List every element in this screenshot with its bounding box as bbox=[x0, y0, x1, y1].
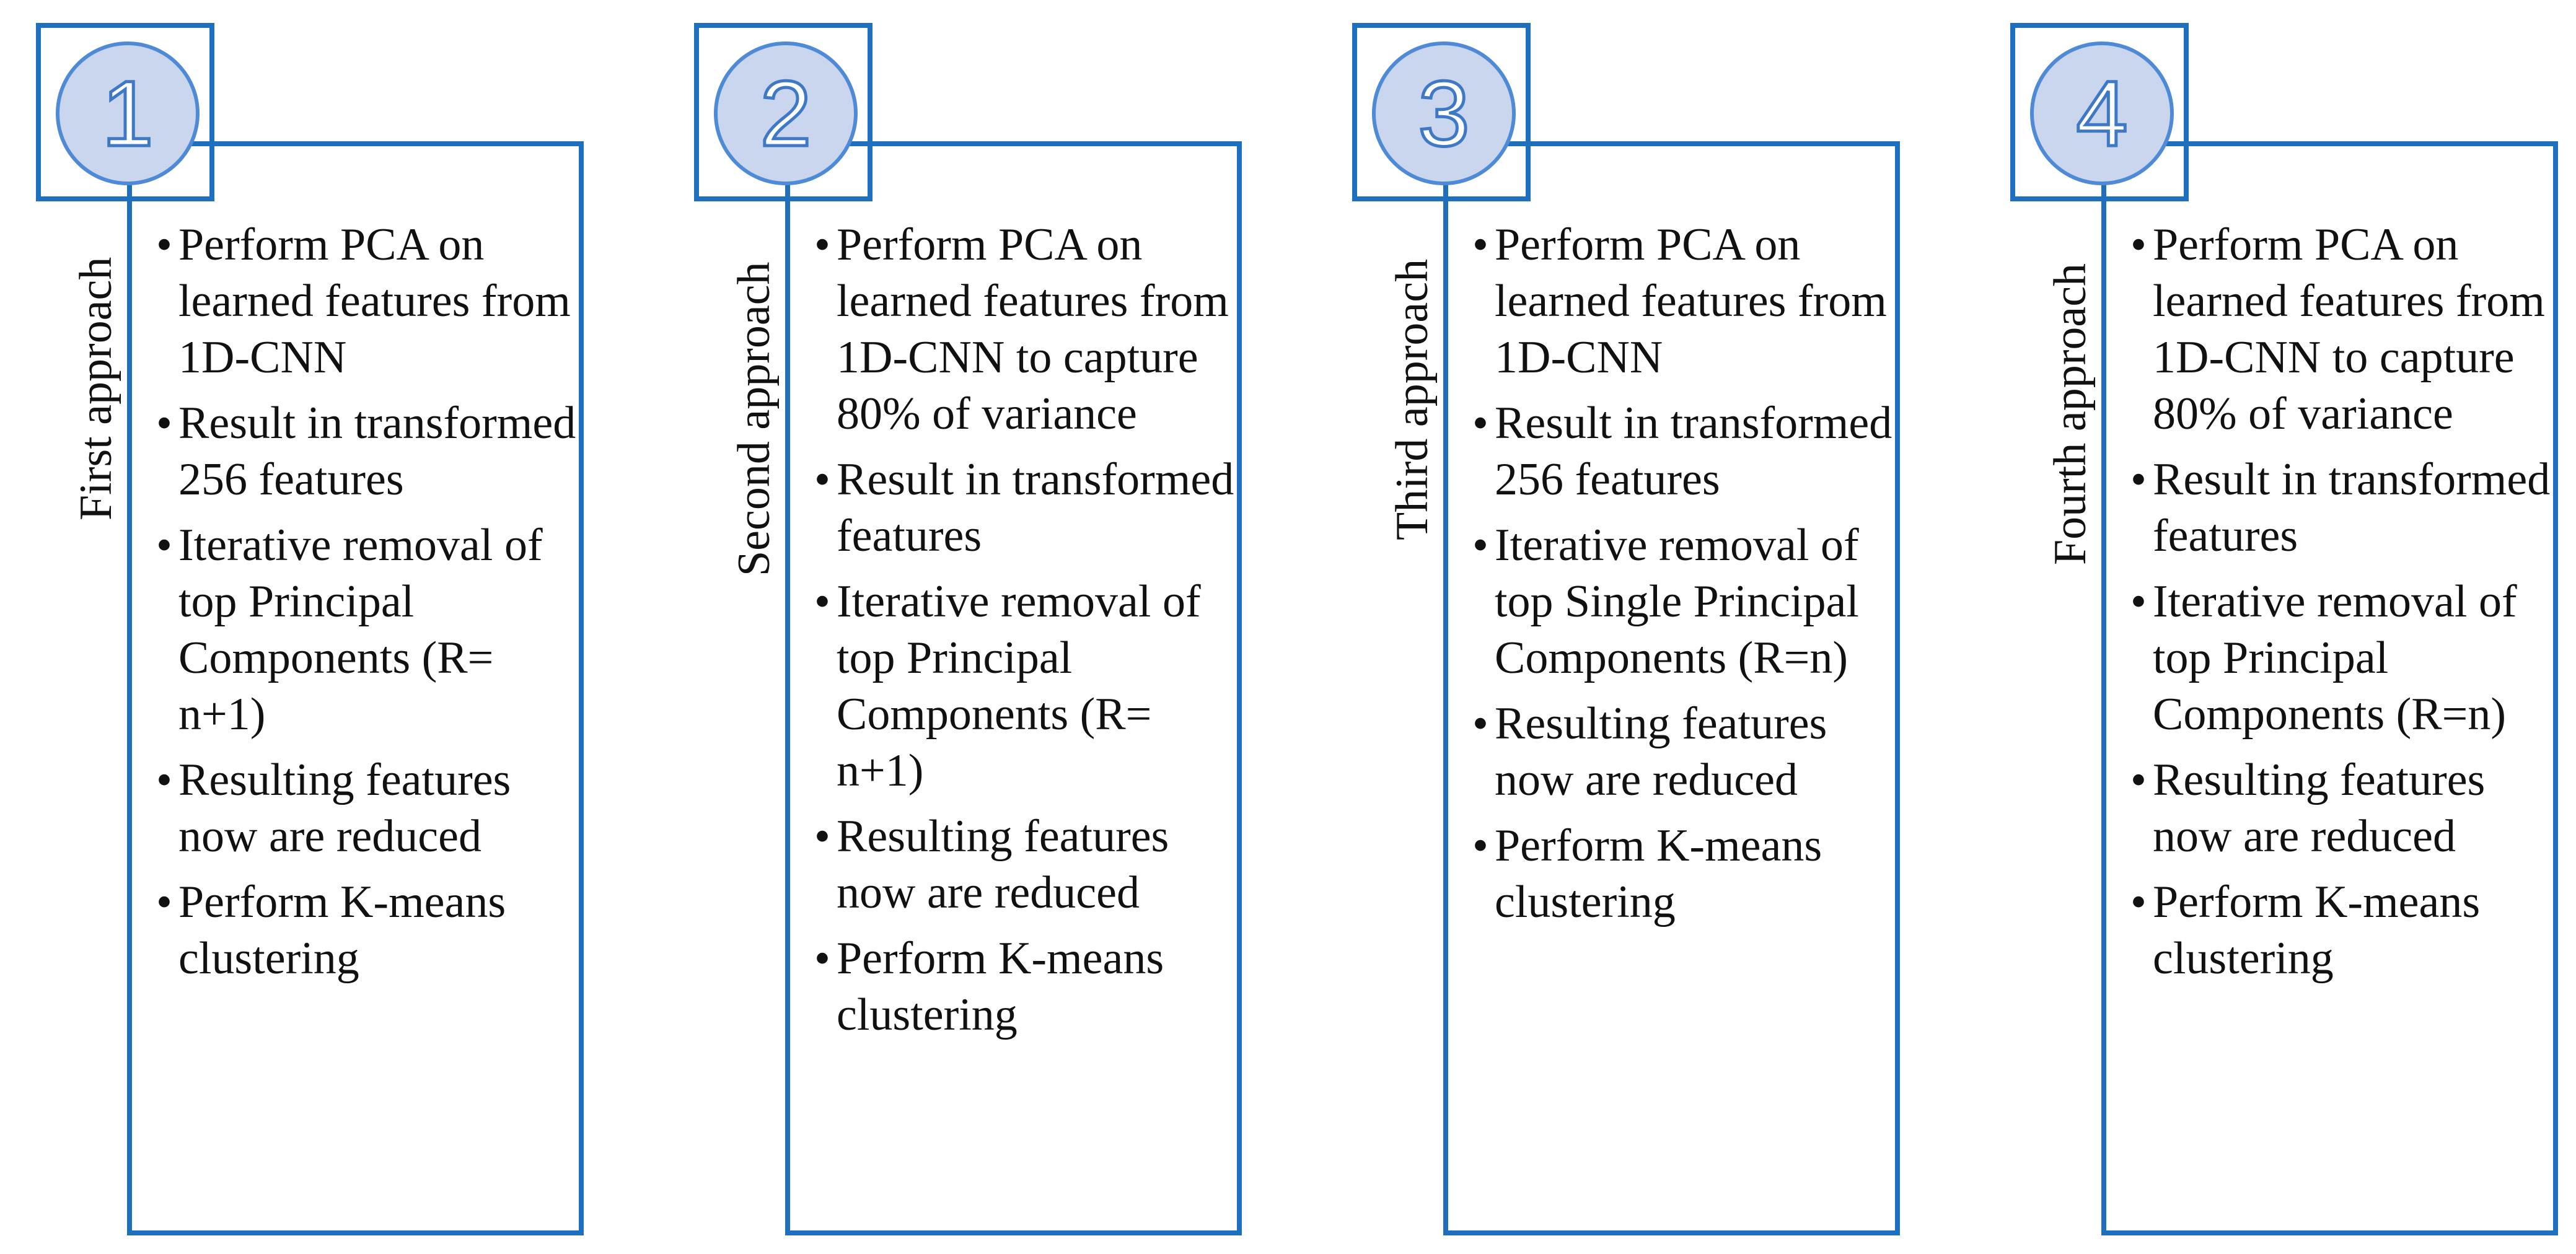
step-item bbox=[814, 574, 1236, 799]
bullet-icon: • bbox=[156, 755, 172, 805]
step-item bbox=[2130, 452, 2552, 564]
approach-panel-2 bbox=[658, 0, 1278, 1254]
step-text: Resulting features now are reduced bbox=[1495, 698, 1827, 805]
step-text: Resulting features now are reduced bbox=[837, 811, 1169, 918]
step-text: Result in transformed 256 features bbox=[178, 398, 576, 505]
approach-title-3: Third approach bbox=[1387, 258, 1438, 540]
step-item bbox=[1472, 517, 1894, 686]
step-item bbox=[2130, 752, 2552, 865]
bullet-icon: • bbox=[1472, 219, 1488, 270]
step-list-2 bbox=[814, 217, 1236, 1053]
step-text: Perform K-means clustering bbox=[2153, 877, 2481, 984]
bullet-icon: • bbox=[1472, 820, 1488, 871]
step-text: Perform K-means clustering bbox=[178, 877, 506, 984]
step-text: Result in transformed 256 features bbox=[1495, 398, 1892, 505]
bullet-icon: • bbox=[156, 398, 172, 449]
approach-panel-1 bbox=[0, 0, 620, 1254]
step-text: Result in transformed features bbox=[2153, 454, 2551, 561]
bullet-icon: • bbox=[814, 454, 830, 505]
step-item bbox=[1472, 217, 1894, 386]
approach-panel-3 bbox=[1316, 0, 1936, 1254]
step-text: Iterative removal of top Principal Components (R=n) bbox=[2153, 576, 2517, 740]
step-text: Result in transformed features bbox=[837, 454, 1234, 561]
step-item bbox=[814, 217, 1236, 442]
step-item bbox=[2130, 574, 2552, 743]
bullet-icon: • bbox=[2130, 219, 2147, 270]
step-item bbox=[1472, 696, 1894, 809]
step-text: Iterative removal of top Principal Components (R= n+1) bbox=[837, 576, 1201, 796]
step-item bbox=[1472, 395, 1894, 508]
number-label-1: 1 bbox=[102, 61, 154, 165]
step-text: Perform K-means clustering bbox=[1495, 820, 1822, 927]
bullet-icon: • bbox=[814, 576, 830, 627]
step-text: Iterative removal of top Principal Components (R= n+1) bbox=[178, 520, 543, 740]
bullet-icon: • bbox=[156, 219, 172, 270]
bullet-icon: • bbox=[2130, 877, 2147, 927]
step-list-4 bbox=[2130, 217, 2552, 996]
step-text: Perform K-means clustering bbox=[837, 933, 1164, 1040]
step-text: Perform PCA on learned features from 1D-CNN bbox=[178, 219, 571, 383]
step-item bbox=[814, 931, 1236, 1043]
step-item bbox=[814, 452, 1236, 564]
step-item bbox=[2130, 217, 2552, 442]
number-badge-3 bbox=[1372, 42, 1516, 185]
step-item bbox=[156, 874, 578, 987]
step-text: Perform PCA on learned features from 1D-CNN to capture 80% of variance bbox=[837, 219, 1229, 439]
bullet-icon: • bbox=[1472, 398, 1488, 449]
bullet-icon: • bbox=[2130, 454, 2147, 505]
bullet-icon: • bbox=[1472, 520, 1488, 571]
step-item bbox=[1472, 818, 1894, 931]
bullet-icon: • bbox=[156, 877, 172, 927]
bullet-icon: • bbox=[156, 520, 172, 571]
step-item bbox=[814, 809, 1236, 921]
step-text: Resulting features now are reduced bbox=[2153, 755, 2486, 862]
step-item bbox=[2130, 874, 2552, 987]
approach-title-4: Fourth approach bbox=[2045, 263, 2096, 565]
step-item bbox=[156, 217, 578, 386]
number-label-3: 3 bbox=[1418, 61, 1470, 165]
approach-title-1: First approach bbox=[71, 256, 121, 520]
number-badge-4 bbox=[2030, 42, 2174, 185]
bullet-icon: • bbox=[1472, 698, 1488, 749]
number-label-4: 4 bbox=[2076, 61, 2128, 165]
step-item bbox=[156, 517, 578, 743]
bullet-icon: • bbox=[2130, 576, 2147, 627]
approach-panel-4 bbox=[1974, 0, 2576, 1254]
step-text: Perform PCA on learned features from 1D-CNN bbox=[1495, 219, 1887, 383]
bullet-icon: • bbox=[814, 219, 830, 270]
step-text: Iterative removal of top Single Principal Components (R=n) bbox=[1495, 520, 1859, 683]
number-badge-1 bbox=[56, 42, 200, 185]
step-text: Perform PCA on learned features from 1D-CNN to capture 80% of variance bbox=[2153, 219, 2545, 439]
step-list-3 bbox=[1472, 217, 1894, 940]
bullet-icon: • bbox=[814, 811, 830, 862]
approach-title-2: Second approach bbox=[729, 261, 780, 576]
step-item bbox=[156, 395, 578, 508]
step-item bbox=[156, 752, 578, 865]
step-text: Resulting features now are reduced bbox=[178, 755, 511, 862]
bullet-icon: • bbox=[2130, 755, 2147, 805]
number-label-2: 2 bbox=[760, 61, 812, 165]
bullet-icon: • bbox=[814, 933, 830, 984]
step-list-1 bbox=[156, 217, 578, 996]
number-badge-2 bbox=[714, 42, 858, 185]
